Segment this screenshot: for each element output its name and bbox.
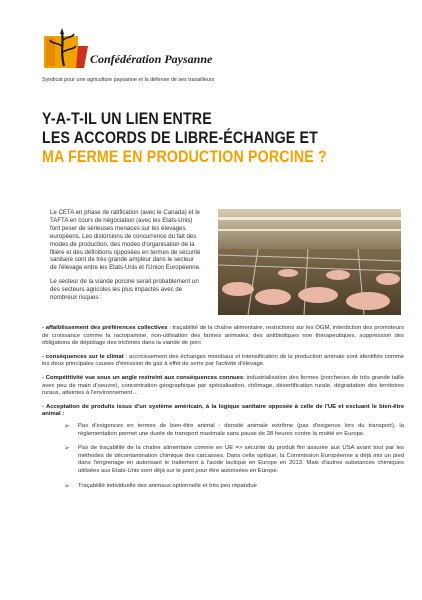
point-1-title: - affaiblissement des préférences collectives <box>42 325 168 331</box>
headline <box>42 110 402 167</box>
point-4-title: - Acceptation de produits issus d'un système américain, à la logique sanitaire opposée à celle de l'UE et excluant le bien-être animal <box>42 403 404 418</box>
arrow-bullet-icon: ➢ <box>64 422 70 430</box>
point-3-title: - Compétitivité vue sous un angle restreint aux conséquences connues <box>42 374 244 381</box>
point-4-text: : <box>60 411 65 418</box>
point-2-title: - conséquences sur le climat <box>42 353 124 360</box>
point-4 <box>42 404 404 419</box>
headline-line-2: LES ACCORDS DE LIBRE-ÉCHANGE ET <box>42 129 319 147</box>
headline-line-3: MA FERME EN PRODUCTION PORCINE ? <box>42 148 327 166</box>
sub-point-1: ➢ Pas d'exigences en termes de bien-être animal : densité animale extrême (pas d'exigence lors du transport), la réglementation permet une durée de transport maximale sans pause de 28 heures contre la moitié en Europe. <box>64 422 404 437</box>
confederation-paysanne-logo <box>42 26 92 72</box>
point-3 <box>42 375 404 398</box>
arrow-bullet-icon: ➢ <box>64 482 70 490</box>
intro-text <box>50 209 202 308</box>
brand-name: Confédération Paysanne <box>90 52 213 66</box>
point-2 <box>42 354 404 369</box>
sub-points <box>64 423 404 490</box>
brand-tagline: Syndicat pour une agriculture paysanne et la défense de ses travailleurs <box>42 77 215 83</box>
point-2-text: : accroissement des échanges mondiaux et intensification de la production animale sont identifiés comme les deux principales causes d'émission de gaz à effet de serre par l'activité d'élevage. <box>42 353 405 368</box>
point-1 <box>42 325 404 348</box>
sub-point-2: ➢ Pas de traçabilité de la chaîne alimentaire comme en UE => sécurité du produit fini assurée aux USA avant tout par les méthodes de décontamination chimique des carcasses. Dans cette optique, la Commission Européenne a déjà mis un pied dans l'engrenage en autorisant le traitement à l'acide lactique en Europe en 2013. Mais d'autres substances chimiques utilisées aux Etats-Unis sont déjà sur le pont pour être autorisées en Europe. <box>64 445 404 474</box>
point-1-text: : traçabilité de la chaîne alimentaire, restrictions sur les OGM, interdiction des promoteurs de croissance comme la ractopamine, non-utilisation des farines animales, des antibiotiques non thérapeutiques, suppression des obligations de dépistage des trichines dans la viande de porc <box>42 325 404 347</box>
pig-farm-photo <box>218 209 401 315</box>
arrow-bullet-icon: ➢ <box>64 445 70 453</box>
intro-paragraph-2: Le secteur de la viande porcine serait probablement un des secteurs agricoles les plus impactés avec de nombreux risques : <box>50 278 199 302</box>
sub-point-3: ➢ Traçabilité individuelle des animaux optionnelle et très peu répandue <box>64 482 257 490</box>
intro-paragraph-1: Le CETA en phase de ratification (avec le Canada) et le TAFTA en cours de négociation (avec les Etats-Unis) font peser de sérieuses menaces sur les élevages européens. Les distorsions de concurrence du fait des modes de production, des modes d'organisation de la filière et des définitions opposées en termes de sécurité sanitaire sont de très grande ampleur dans le secteur de l'élevage entre les Etats-Unis et l'Union Européenne. <box>50 209 201 272</box>
headline-line-1: Y-A-T-IL UN LIEN ENTRE <box>42 110 212 128</box>
point-3-text: : industrialisation des fermes (porcheries de très grande taille avec peu de main d'oeuvre), concentration géographique par spécialisation, chômage, désertification rurale, dégradation des territoires ruraux, atteintes à l'environnement… <box>42 374 404 397</box>
risk-points <box>42 325 404 497</box>
